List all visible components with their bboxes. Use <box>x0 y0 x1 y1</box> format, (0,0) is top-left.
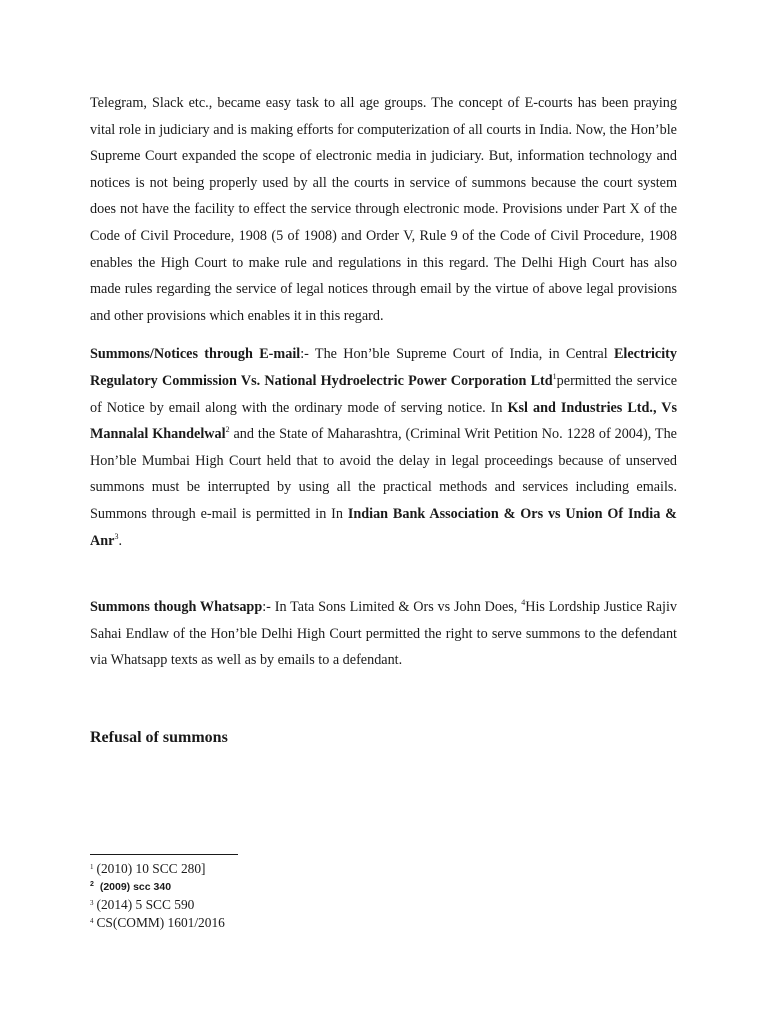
email-summons-heading: Summons/Notices through E-mail <box>90 346 301 363</box>
footnote-separator <box>90 854 238 855</box>
whatsapp-summons-heading: Summons though Whatsapp <box>90 599 263 616</box>
footnote-number: 4 <box>90 917 94 925</box>
footnote-ref-2[interactable]: 2 <box>225 425 230 435</box>
footnote-text: (2014) 5 SCC 590 <box>96 897 195 912</box>
case-ksl-vs-khandelwal: Ksl and Industries Ltd., Vs Mannalal Khandelwal <box>90 399 677 443</box>
email-summons-text-2: and the State of Maharashtra, (Criminal Writ Petition No. 1228 of 2004), The Hon’ble Mumbai High Court held that to avoid the delay in legal proceedings because of unserved summons must be interrupted by using all the practical methods and services including emails. Summons through e-mail is permitted in In <box>90 426 677 522</box>
footnote-ref-3[interactable]: 3 <box>114 531 119 541</box>
footnote-2 <box>90 877 390 895</box>
footnote-number: 1 <box>90 863 94 871</box>
footnote-4 <box>90 913 390 931</box>
footnote-number: 2 <box>90 881 94 888</box>
whatsapp-summons-paragraph <box>90 594 677 674</box>
footnotes <box>90 854 390 931</box>
email-summons-end: . <box>118 532 122 549</box>
whatsapp-summons-text-1: :- In Tata Sons Limited & Ors vs John Does, <box>262 599 522 616</box>
footnote-text: (2009) scc 340 <box>96 881 172 893</box>
email-summons-intro: :- The Hon’ble Supreme Court of India, in Central <box>300 346 614 363</box>
footnote-1 <box>90 859 390 877</box>
footnote-ref-1[interactable]: 1 <box>552 371 557 381</box>
document-body <box>90 90 677 750</box>
intro-text: Telegram, Slack etc., became easy task to all age groups. The concept of E-courts has been praying vital role in judiciary and is making efforts for computerization of all courts in India. Now, the Hon’ble Supreme Court expanded the scope of electronic media in judiciary. But, information technology and notices is not being properly used by all the courts in service of summons because the court system does not have the facility to effect the service through electronic mode. Provisions under Part X of the Code of Civil Procedure, 1908 (5 of 1908) and Order V, Rule 9 of the Code of Civil Procedure, 1908 enables the High Court to make rule and regulations in this regard. The Delhi High Court has also made rules regarding the service of legal notices through email by the virtue of above legal provisions and other provisions which enables it in this regard. <box>90 95 677 324</box>
footnote-3 <box>90 895 390 913</box>
email-summons-text-1: permitted the service of Notice by email along with the ordinary mode of serving notice. In <box>90 372 677 416</box>
email-summons-paragraph <box>90 341 677 554</box>
case-cerc-vs-nhpc: Electricity Regulatory Commission Vs. National Hydroelectric Power Corporation Ltd <box>90 346 677 389</box>
footnote-ref-4[interactable]: 4 <box>521 598 526 608</box>
refusal-of-summons-heading: Refusal of summons <box>90 728 228 746</box>
footnote-number: 3 <box>90 899 94 907</box>
case-indian-bank-association: Indian Bank Association & Ors vs Union Of India & Anr <box>90 505 677 549</box>
footnote-text: CS(COMM) 1601/2016 <box>96 915 225 930</box>
footnote-text: (2010) 10 SCC 280] <box>96 861 206 876</box>
intro-paragraph <box>90 90 677 329</box>
whatsapp-summons-text-2: His Lordship Justice Rajiv Sahai Endlaw of the Hon’ble Delhi High Court permitted the right to serve summons to the defendant via Whatsapp texts as well as by emails to a defendant. <box>90 599 678 669</box>
